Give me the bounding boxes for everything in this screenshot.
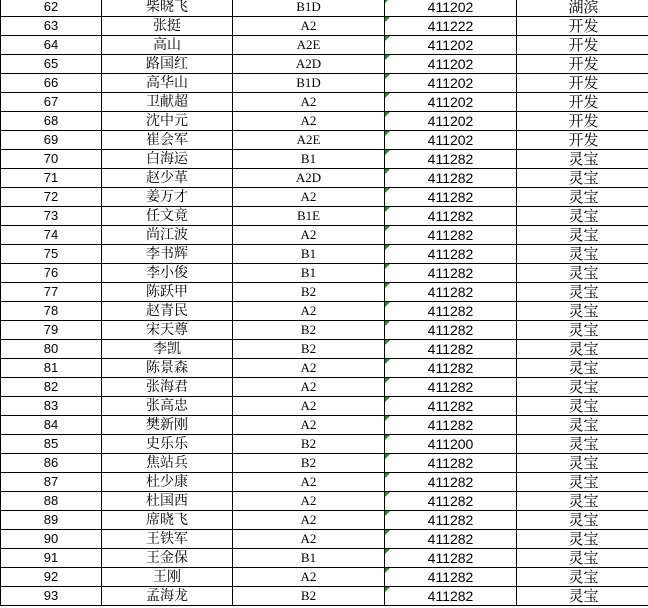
license-class-cell[interactable]: A2 [233,378,385,397]
area-code-cell[interactable]: 411282 [385,207,517,226]
row-number-cell[interactable]: 77 [1,283,102,302]
license-class-cell[interactable]: B1 [233,549,385,568]
license-class-cell[interactable]: A2 [233,473,385,492]
table-row [1,74,648,93]
region-cell[interactable]: 灵宝 [517,492,648,511]
area-code-cell[interactable]: 411282 [385,283,517,302]
name-cell[interactable]: 宋天尊 [102,321,233,340]
name-cell[interactable]: 李小俊 [102,264,233,283]
license-class-cell[interactable]: A2D [233,169,385,188]
table-row [1,169,648,188]
license-class-cell[interactable]: A2 [233,17,385,36]
row-number-cell[interactable]: 83 [1,397,102,416]
area-code-cell[interactable]: 411202 [385,131,517,150]
row-number-cell[interactable]: 68 [1,112,102,131]
row-number-cell[interactable]: 79 [1,321,102,340]
area-code-cell[interactable]: 411282 [385,359,517,378]
license-class-cell[interactable]: A2 [233,226,385,245]
license-class-cell[interactable]: A2 [233,302,385,321]
row-number-cell[interactable]: 76 [1,264,102,283]
area-code-cell[interactable]: 411222 [385,17,517,36]
area-code-cell[interactable]: 411282 [385,169,517,188]
region-cell[interactable]: 灵宝 [517,473,648,492]
region-cell[interactable]: 灵宝 [517,359,648,378]
license-class-cell[interactable]: B2 [233,454,385,473]
table-row [1,207,648,226]
table-body [1,0,648,606]
table-row [1,150,648,169]
row-number-cell[interactable]: 88 [1,492,102,511]
name-cell[interactable]: 孟海龙 [102,587,233,606]
region-cell[interactable]: 开发 [517,93,648,112]
area-code-cell[interactable]: 411282 [385,397,517,416]
license-class-cell[interactable]: B2 [233,435,385,454]
name-cell[interactable]: 张海君 [102,378,233,397]
table-row [1,340,648,359]
region-cell[interactable]: 灵宝 [517,378,648,397]
area-code-cell[interactable]: 411202 [385,55,517,74]
area-code-cell[interactable]: 411282 [385,511,517,530]
name-cell[interactable]: 沈中元 [102,112,233,131]
name-cell[interactable]: 杜国西 [102,492,233,511]
table-row [1,549,648,568]
area-code-cell[interactable]: 411202 [385,0,517,17]
area-code-cell[interactable]: 411282 [385,587,517,606]
name-cell[interactable]: 李凯 [102,340,233,359]
region-cell[interactable]: 灵宝 [517,207,648,226]
row-number-cell[interactable]: 74 [1,226,102,245]
table-row [1,416,648,435]
region-cell[interactable]: 灵宝 [517,397,648,416]
region-cell[interactable]: 灵宝 [517,530,648,549]
name-cell[interactable]: 尚江波 [102,226,233,245]
row-number-cell[interactable]: 84 [1,416,102,435]
row-number-cell[interactable]: 75 [1,245,102,264]
area-code-cell[interactable]: 411282 [385,549,517,568]
area-code-cell[interactable]: 411282 [385,302,517,321]
area-code-cell[interactable]: 411202 [385,112,517,131]
row-number-cell[interactable]: 93 [1,587,102,606]
name-cell[interactable]: 樊新刚 [102,416,233,435]
area-code-cell[interactable]: 411282 [385,321,517,340]
area-code-cell[interactable]: 411200 [385,435,517,454]
area-code-cell[interactable]: 411282 [385,530,517,549]
row-number-cell[interactable]: 65 [1,55,102,74]
row-number-cell[interactable]: 81 [1,359,102,378]
area-code-cell[interactable]: 411202 [385,36,517,55]
table-row [1,587,648,606]
table-row [1,378,648,397]
region-cell[interactable]: 灵宝 [517,302,648,321]
table-row [1,112,648,131]
region-cell[interactable]: 开发 [517,55,648,74]
name-cell[interactable]: 崔会军 [102,131,233,150]
license-class-cell[interactable]: A2 [233,359,385,378]
name-cell[interactable]: 赵少革 [102,169,233,188]
region-cell[interactable]: 开发 [517,17,648,36]
region-cell[interactable]: 灵宝 [517,264,648,283]
region-cell[interactable]: 灵宝 [517,454,648,473]
license-class-cell[interactable]: B1 [233,150,385,169]
region-cell[interactable]: 灵宝 [517,416,648,435]
row-number-cell[interactable]: 70 [1,150,102,169]
area-code-cell[interactable]: 411202 [385,93,517,112]
name-cell[interactable]: 陈跃甲 [102,283,233,302]
region-cell[interactable]: 开发 [517,131,648,150]
region-cell[interactable]: 灵宝 [517,169,648,188]
area-code-cell[interactable]: 411282 [385,416,517,435]
row-number-cell[interactable]: 92 [1,568,102,587]
license-class-cell[interactable]: A2 [233,511,385,530]
area-code-cell[interactable]: 411202 [385,74,517,93]
name-cell[interactable]: 路国红 [102,55,233,74]
table-row [1,397,648,416]
area-code-cell[interactable]: 411282 [385,473,517,492]
region-cell[interactable]: 灵宝 [517,150,648,169]
area-code-cell[interactable]: 411282 [385,150,517,169]
row-number-cell[interactable]: 71 [1,169,102,188]
area-code-cell[interactable]: 411282 [385,454,517,473]
region-cell[interactable]: 灵宝 [517,549,648,568]
area-code-cell[interactable]: 411282 [385,226,517,245]
name-cell[interactable]: 席晓飞 [102,511,233,530]
table-row [1,17,648,36]
region-cell[interactable]: 开发 [517,36,648,55]
name-cell[interactable]: 王金保 [102,549,233,568]
name-cell[interactable]: 赵青民 [102,302,233,321]
region-cell[interactable]: 灵宝 [517,435,648,454]
table-row [1,435,648,454]
name-cell[interactable]: 张高忠 [102,397,233,416]
name-cell[interactable]: 张挺 [102,17,233,36]
name-cell[interactable]: 白海运 [102,150,233,169]
area-code-cell[interactable]: 411282 [385,264,517,283]
row-number-cell[interactable]: 72 [1,188,102,207]
row-number-cell[interactable]: 62 [1,0,102,17]
table-row [1,492,648,511]
table-row [1,283,648,302]
row-number-cell[interactable]: 80 [1,340,102,359]
row-number-cell[interactable]: 69 [1,131,102,150]
area-code-cell[interactable]: 411282 [385,378,517,397]
table-row [1,55,648,74]
region-cell[interactable]: 灵宝 [517,283,648,302]
name-cell[interactable]: 王铁军 [102,530,233,549]
area-code-cell[interactable]: 411282 [385,492,517,511]
row-number-cell[interactable]: 86 [1,454,102,473]
region-cell[interactable]: 灵宝 [517,321,648,340]
row-number-cell[interactable]: 78 [1,302,102,321]
region-cell[interactable]: 灵宝 [517,188,648,207]
license-class-cell[interactable]: A2 [233,568,385,587]
region-cell[interactable]: 湖滨 [517,0,648,17]
license-class-cell[interactable]: A2 [233,93,385,112]
region-cell[interactable]: 灵宝 [517,340,648,359]
area-code-cell[interactable]: 411282 [385,245,517,264]
row-number-cell[interactable]: 85 [1,435,102,454]
table-row [1,245,648,264]
table-row [1,264,648,283]
region-cell[interactable]: 灵宝 [517,568,648,587]
row-number-cell[interactable]: 67 [1,93,102,112]
region-cell[interactable]: 开发 [517,112,648,131]
license-class-cell[interactable]: B1 [233,264,385,283]
license-class-cell[interactable]: A2 [233,112,385,131]
table-row [1,302,648,321]
row-number-cell[interactable]: 66 [1,74,102,93]
region-cell[interactable]: 灵宝 [517,587,648,606]
row-number-cell[interactable]: 90 [1,530,102,549]
license-class-cell[interactable]: A2 [233,188,385,207]
license-class-cell[interactable]: B2 [233,283,385,302]
name-cell[interactable]: 史乐乐 [102,435,233,454]
name-cell[interactable]: 焦站兵 [102,454,233,473]
table-row [1,188,648,207]
table-row [1,131,648,150]
table-row [1,359,648,378]
region-cell[interactable]: 灵宝 [517,511,648,530]
table-row [1,93,648,112]
table-row [1,530,648,549]
license-class-cell[interactable]: B1E [233,207,385,226]
row-number-cell[interactable]: 87 [1,473,102,492]
area-code-cell[interactable]: 411282 [385,568,517,587]
name-cell[interactable]: 柴晓飞 [102,0,233,17]
license-class-cell[interactable]: A2 [233,492,385,511]
area-code-cell[interactable]: 411282 [385,340,517,359]
table-row [1,511,648,530]
license-class-cell[interactable]: B1D [233,74,385,93]
row-number-cell[interactable]: 82 [1,378,102,397]
table-row [1,321,648,340]
license-class-cell[interactable]: B2 [233,340,385,359]
name-cell[interactable]: 杜少康 [102,473,233,492]
license-class-cell[interactable]: A2 [233,530,385,549]
license-class-cell[interactable]: A2E [233,36,385,55]
table-row [1,473,648,492]
license-class-cell[interactable]: A2 [233,397,385,416]
license-class-cell[interactable]: B2 [233,587,385,606]
name-cell[interactable]: 王刚 [102,568,233,587]
license-class-cell[interactable]: A2D [233,55,385,74]
region-cell[interactable]: 灵宝 [517,245,648,264]
region-cell[interactable]: 灵宝 [517,226,648,245]
table-row [1,454,648,473]
name-cell[interactable]: 任文竟 [102,207,233,226]
table-row [1,226,648,245]
region-cell[interactable]: 开发 [517,74,648,93]
license-class-cell[interactable]: B1D [233,0,385,17]
row-number-cell[interactable]: 91 [1,549,102,568]
area-code-cell[interactable]: 411282 [385,188,517,207]
row-number-cell[interactable]: 89 [1,511,102,530]
license-class-cell[interactable]: B2 [233,321,385,340]
row-number-cell[interactable]: 64 [1,36,102,55]
name-cell[interactable]: 姜万才 [102,188,233,207]
license-class-cell[interactable]: A2 [233,416,385,435]
name-cell[interactable]: 高山 [102,36,233,55]
name-cell[interactable]: 陈景森 [102,359,233,378]
name-cell[interactable]: 卫献超 [102,93,233,112]
table-row [1,568,648,587]
table-row [1,36,648,55]
license-class-cell[interactable]: A2E [233,131,385,150]
table-row [1,0,648,17]
row-number-cell[interactable]: 63 [1,17,102,36]
license-class-cell[interactable]: B1 [233,245,385,264]
row-number-cell[interactable]: 73 [1,207,102,226]
name-cell[interactable]: 高华山 [102,74,233,93]
name-cell[interactable]: 李书辉 [102,245,233,264]
